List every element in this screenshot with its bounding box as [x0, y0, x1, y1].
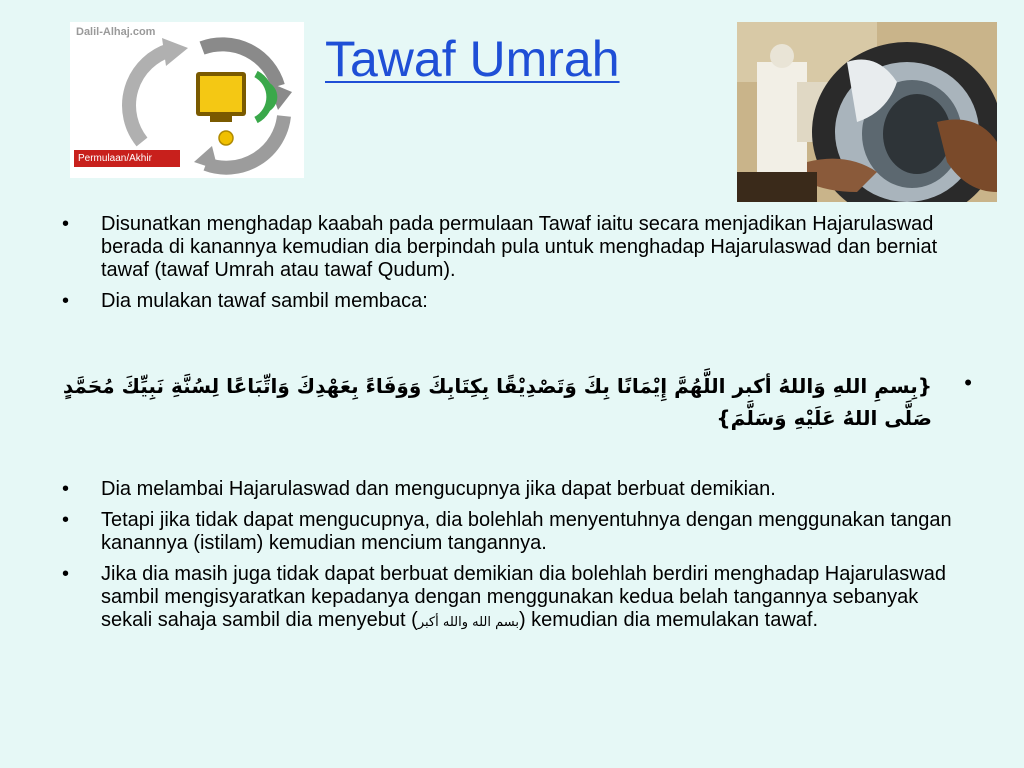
last-bullet-text-before: Jika dia masih juga tidak dapat berbuat demikian dia bolehlah berdiri menghadap Hajarulaswad sambil mengisyaratkan kepadanya dengan menggunakan kedua belah tangannya sebanyak sekali sahaja sambil dia menyebut (: [101, 563, 946, 631]
hajarulaswad-photo: [737, 22, 997, 202]
page-title[interactable]: Tawaf Umrah: [325, 31, 620, 87]
list-item-last: [0, 563, 971, 634]
photo-illustration: [737, 22, 997, 202]
arabic-prayer: [40, 370, 972, 434]
list-item: • Disunatkan menghadap kaabah pada permulaan Tawaf iaitu secara menjadikan Hajarulaswad berada di kanannya kemudian dia berpindah pula untuk menghadap Hajarulaswad dan berniat tawaf (tawaf Umrah atau tawaf Qudum).: [0, 213, 971, 282]
list-item: • Tetapi jika tidak dapat mengucupnya, dia bolehlah menyentuhnya dengan menggunakan tangan kanannya (istilam) kemudian mencium tangannya.: [0, 509, 971, 555]
list-item: • Dia melambai Hajarulaswad dan mengucupnya jika dapat berbuat demikian.: [0, 478, 971, 501]
intro-bullet-list: [0, 213, 1024, 321]
arabic-prayer-text: {بِسمِ اللهِ وَاللهُ أكبر اللَّهُمَّ إِيْمَانًا بِكَ وَتَصْدِيْقًا بِكِتَابِكَ وَوَفَاءً بِعَهْدِكَ وَاتِّبَاعًا لِسُنَّةِ نَبِيِّكَ مُحَمَّدٍ صَلَّى اللهُ عَلَيْهِ وَسَلَّمَ}: [62, 374, 932, 430]
last-bullet-text-after: ) kemudian dia memulakan tawaf.: [518, 609, 819, 631]
arabic-bullet: •: [964, 370, 972, 395]
steps-bullet-list: [0, 478, 1024, 642]
logo-site-name: Dalil-Alhaj.com: [76, 26, 156, 38]
list-item: • Dia mulakan tawaf sambil membaca:: [0, 290, 971, 313]
logo-caption: Permulaan/Akhir: [74, 150, 180, 167]
inline-arabic-phrase: بسم الله والله أكبر: [417, 615, 519, 630]
tawaf-cycle-logo: [70, 22, 304, 178]
